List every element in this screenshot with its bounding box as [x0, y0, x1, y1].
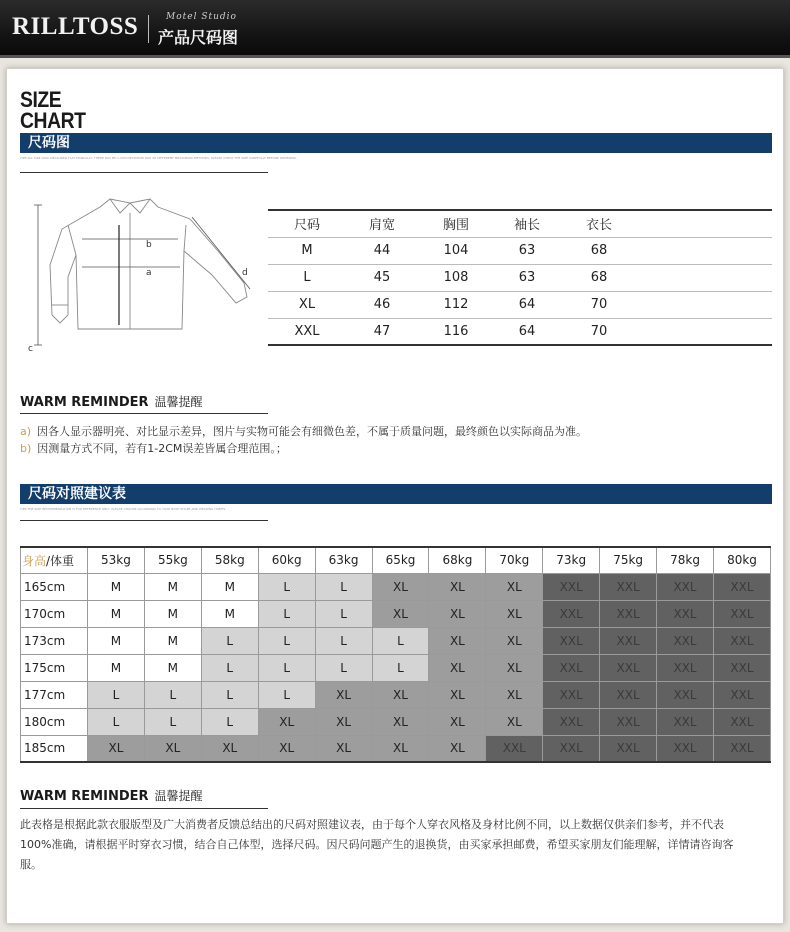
- shirt-outline-icon: [50, 199, 247, 329]
- measure-cell: 68: [560, 237, 638, 264]
- height-header-cell: 177cm: [21, 681, 88, 708]
- note-a: [20, 423, 587, 440]
- measure-cell: 70: [560, 291, 638, 318]
- weight-header-cell: 55kg: [144, 547, 201, 573]
- size-cell: XL: [486, 654, 543, 681]
- measure-cell: 46: [346, 291, 418, 318]
- note-b: [20, 440, 287, 457]
- warm-reminder-underline-2: [20, 808, 268, 809]
- size-cell: M: [201, 573, 258, 600]
- shirt-diagram: [22, 195, 260, 360]
- size-cell: M: [88, 573, 145, 600]
- measure-cell: 64: [494, 318, 560, 345]
- size-cell: L: [372, 627, 429, 654]
- size-cell: XL: [372, 708, 429, 735]
- note-b-letter: b): [20, 442, 32, 455]
- size-cell: L: [258, 573, 315, 600]
- size-cell: XXL: [657, 681, 714, 708]
- size-cell: XL: [372, 600, 429, 627]
- reminder-paragraph: 此表格是根据此款衣服版型及广大消费者反馈总结出的尺码对照建议表，由于每个人穿衣风格及身材比例不同，以上数据仅供亲们参考，并不代表100%准确，请根据平时穿衣习惯，结合自己体型，选择尺码。因尺码问题产生的退换货，由买家承担邮费，希望买家朋友们能理解，详情请咨询客服。: [20, 818, 734, 871]
- warm-reminder-en: WARM REMINDER: [20, 395, 149, 410]
- grid-row: [21, 627, 771, 654]
- measure-header-row: [268, 210, 772, 237]
- measure-header-cell: 胸围: [418, 210, 494, 237]
- size-cell: XXL: [600, 573, 657, 600]
- corner-height-label: 身高: [22, 553, 47, 568]
- measure-row: [268, 237, 772, 264]
- size-cell: L: [258, 681, 315, 708]
- size-cell: M: [88, 600, 145, 627]
- brand-divider: [148, 15, 149, 43]
- size-cell: XXL: [486, 735, 543, 762]
- size-cell: XL: [372, 735, 429, 762]
- size-cell: L: [315, 573, 372, 600]
- size-cell: XL: [258, 735, 315, 762]
- size-cell: XXL: [657, 573, 714, 600]
- size-cell: XXL: [657, 627, 714, 654]
- size-chart-title-line1: SIZE: [20, 87, 62, 112]
- grid-row: [21, 708, 771, 735]
- measure-cell: L: [268, 264, 346, 291]
- size-cell: L: [144, 708, 201, 735]
- warm-reminder-en-2: WARM REMINDER: [20, 789, 149, 804]
- size-cell: XL: [486, 627, 543, 654]
- grid-corner-cell: [21, 547, 88, 573]
- measure-cell: 45: [346, 264, 418, 291]
- banner-subtitle: 产品尺码图: [158, 28, 239, 47]
- weight-header-cell: 70kg: [486, 547, 543, 573]
- weight-header-cell: 58kg: [201, 547, 258, 573]
- size-cell: XL: [144, 735, 201, 762]
- measure-spacer-cell: [638, 318, 772, 345]
- size-cell: XL: [258, 708, 315, 735]
- size-cell: XL: [315, 681, 372, 708]
- warm-reminder-zh: 温馨提醒: [154, 395, 203, 409]
- size-cell: XXL: [657, 654, 714, 681]
- measure-cell: XXL: [268, 318, 346, 345]
- measure-cell: 108: [418, 264, 494, 291]
- grid-header-row: [21, 547, 771, 573]
- brand-logo: RILLTOSS: [12, 13, 139, 40]
- size-cell: XXL: [713, 735, 770, 762]
- measure-spacer-cell: [638, 264, 772, 291]
- weight-header-cell: 53kg: [88, 547, 145, 573]
- measure-cell: 44: [346, 237, 418, 264]
- grid-row: [21, 600, 771, 627]
- measure-row: [268, 318, 772, 345]
- size-cell: XL: [201, 735, 258, 762]
- size-cell: XL: [486, 708, 543, 735]
- size-cell: L: [372, 654, 429, 681]
- size-cell: XL: [429, 627, 486, 654]
- weight-header-cell: 68kg: [429, 547, 486, 573]
- label-d: d: [242, 268, 248, 278]
- size-cell: XL: [486, 600, 543, 627]
- size-cell: XL: [372, 573, 429, 600]
- note-a-letter: a): [20, 425, 32, 438]
- size-chart-bar: 尺码图: [20, 133, 772, 153]
- size-cell: XXL: [543, 708, 600, 735]
- size-cell: XXL: [543, 681, 600, 708]
- measure-spacer-cell: [638, 237, 772, 264]
- weight-header-cell: 63kg: [315, 547, 372, 573]
- size-cell: L: [201, 681, 258, 708]
- size-cell: XL: [88, 735, 145, 762]
- weight-header-cell: 65kg: [372, 547, 429, 573]
- size-cell: XXL: [713, 600, 770, 627]
- size-cell: L: [258, 600, 315, 627]
- label-b: b: [146, 240, 152, 250]
- weight-header-cell: 73kg: [543, 547, 600, 573]
- measure-row: [268, 264, 772, 291]
- weight-header-cell: 75kg: [600, 547, 657, 573]
- size-cell: XL: [315, 708, 372, 735]
- warm-reminder-heading-2: [20, 787, 203, 804]
- weight-header-cell: 60kg: [258, 547, 315, 573]
- size-recommend-table: [20, 546, 771, 763]
- measure-row: [268, 291, 772, 318]
- size-cell: L: [315, 627, 372, 654]
- size-cell: XL: [429, 600, 486, 627]
- size-chart-title: [20, 89, 86, 131]
- size-cell: XL: [429, 735, 486, 762]
- size-cell: XXL: [657, 735, 714, 762]
- measure-cell: 104: [418, 237, 494, 264]
- measure-header-cell: 肩宽: [346, 210, 418, 237]
- top-banner: [0, 0, 790, 58]
- measure-cell: 47: [346, 318, 418, 345]
- size-cell: M: [144, 654, 201, 681]
- size-cell: M: [144, 573, 201, 600]
- height-header-cell: 180cm: [21, 708, 88, 735]
- measure-cell: 112: [418, 291, 494, 318]
- size-cell: L: [201, 627, 258, 654]
- measure-header-cell: 袖长: [494, 210, 560, 237]
- size-cell: L: [315, 654, 372, 681]
- size-cell: XXL: [600, 708, 657, 735]
- label-c: c: [28, 344, 33, 354]
- size-cell: L: [144, 681, 201, 708]
- note-a-text: 因各人显示器明亮、对比显示差异，图片与实物可能会有细微色差，不属于质量问题，最终颜色以实际商品为准。: [37, 425, 588, 438]
- size-cell: XXL: [543, 654, 600, 681]
- warm-reminder-zh-2: 温馨提醒: [154, 789, 203, 803]
- measure-header-cell: 衣长: [560, 210, 638, 237]
- height-header-cell: 173cm: [21, 627, 88, 654]
- height-header-cell: 185cm: [21, 735, 88, 762]
- grid-row: [21, 573, 771, 600]
- size-cell: L: [88, 708, 145, 735]
- measurement-table: [268, 209, 772, 346]
- size-cell: XXL: [600, 627, 657, 654]
- size-cell: XXL: [713, 708, 770, 735]
- height-header-cell: 175cm: [21, 654, 88, 681]
- weight-header-cell: 78kg: [657, 547, 714, 573]
- size-cell: XL: [429, 708, 486, 735]
- grid-row: [21, 681, 771, 708]
- height-header-cell: 170cm: [21, 600, 88, 627]
- size-cell: L: [201, 654, 258, 681]
- size-cell: XXL: [543, 627, 600, 654]
- label-a: a: [146, 268, 152, 278]
- size-cell: XL: [429, 573, 486, 600]
- warm-reminder-heading-1: [20, 393, 203, 410]
- size-chart-title-line2: CHART: [20, 108, 86, 133]
- size-cell: L: [315, 600, 372, 627]
- recommend-underline: [20, 520, 268, 521]
- size-cell: XXL: [543, 735, 600, 762]
- size-cell: M: [88, 627, 145, 654]
- measure-spacer-cell: [638, 291, 772, 318]
- grid-row: [21, 735, 771, 762]
- size-cell: XL: [486, 681, 543, 708]
- size-cell: XXL: [600, 654, 657, 681]
- brand-script-text: Motel Studio: [166, 12, 237, 22]
- size-cell: L: [88, 681, 145, 708]
- size-cell: M: [201, 600, 258, 627]
- size-cell: XL: [486, 573, 543, 600]
- size-cell: XXL: [657, 708, 714, 735]
- measure-cell: XL: [268, 291, 346, 318]
- size-cell: L: [201, 708, 258, 735]
- measure-cell: 68: [560, 264, 638, 291]
- height-header-cell: 165cm: [21, 573, 88, 600]
- size-cell: L: [258, 627, 315, 654]
- size-cell: XL: [429, 681, 486, 708]
- size-chart-fine-print: TIPS:ALL SIZE DATA MEASURED FLAT MANUALLY, THERE MAY BE 1-2CM DEVIATION DUE TO DIFFERENT MEASURING METHODS. PLEASE CHECK THE SIZE CAREFULLY BEFORE ORDERING.: [20, 156, 297, 160]
- warm-reminder-underline-1: [20, 413, 268, 414]
- measure-cell: 63: [494, 264, 560, 291]
- size-cell: M: [88, 654, 145, 681]
- size-cell: M: [144, 600, 201, 627]
- size-cell: XL: [429, 654, 486, 681]
- measure-cell: M: [268, 237, 346, 264]
- recommend-fine-print: TIPS:THE SIZE RECOMMENDATION IS FOR REFERENCE ONLY, PLEASE CHOOSE ACCORDING TO YOUR BODY SHAPE AND WEARING HABITS.: [20, 507, 227, 511]
- size-cell: XXL: [657, 600, 714, 627]
- size-cell: XXL: [543, 600, 600, 627]
- measure-cell: 63: [494, 237, 560, 264]
- size-cell: M: [144, 627, 201, 654]
- size-cell: XXL: [600, 735, 657, 762]
- size-cell: XXL: [543, 573, 600, 600]
- size-cell: XXL: [713, 573, 770, 600]
- recommend-bar: 尺码对照建议表: [20, 484, 772, 504]
- size-cell: XL: [315, 735, 372, 762]
- grid-row: [21, 654, 771, 681]
- weight-header-cell: 80kg: [713, 547, 770, 573]
- measure-cell: 64: [494, 291, 560, 318]
- measure-cell: 70: [560, 318, 638, 345]
- size-cell: XXL: [600, 681, 657, 708]
- measure-header-cell: 尺码: [268, 210, 346, 237]
- measure-cell: 116: [418, 318, 494, 345]
- note-b-text: 因测量方式不同，若有1-2CM误差皆属合理范围。；: [37, 442, 287, 455]
- corner-weight-label: /体重: [46, 553, 75, 568]
- size-cell: XXL: [713, 654, 770, 681]
- measure-spacer-cell: [638, 210, 772, 237]
- size-cell: XXL: [600, 600, 657, 627]
- size-cell: XXL: [713, 627, 770, 654]
- size-chart-underline: [20, 172, 268, 173]
- size-cell: XXL: [713, 681, 770, 708]
- size-cell: L: [258, 654, 315, 681]
- size-cell: XL: [372, 681, 429, 708]
